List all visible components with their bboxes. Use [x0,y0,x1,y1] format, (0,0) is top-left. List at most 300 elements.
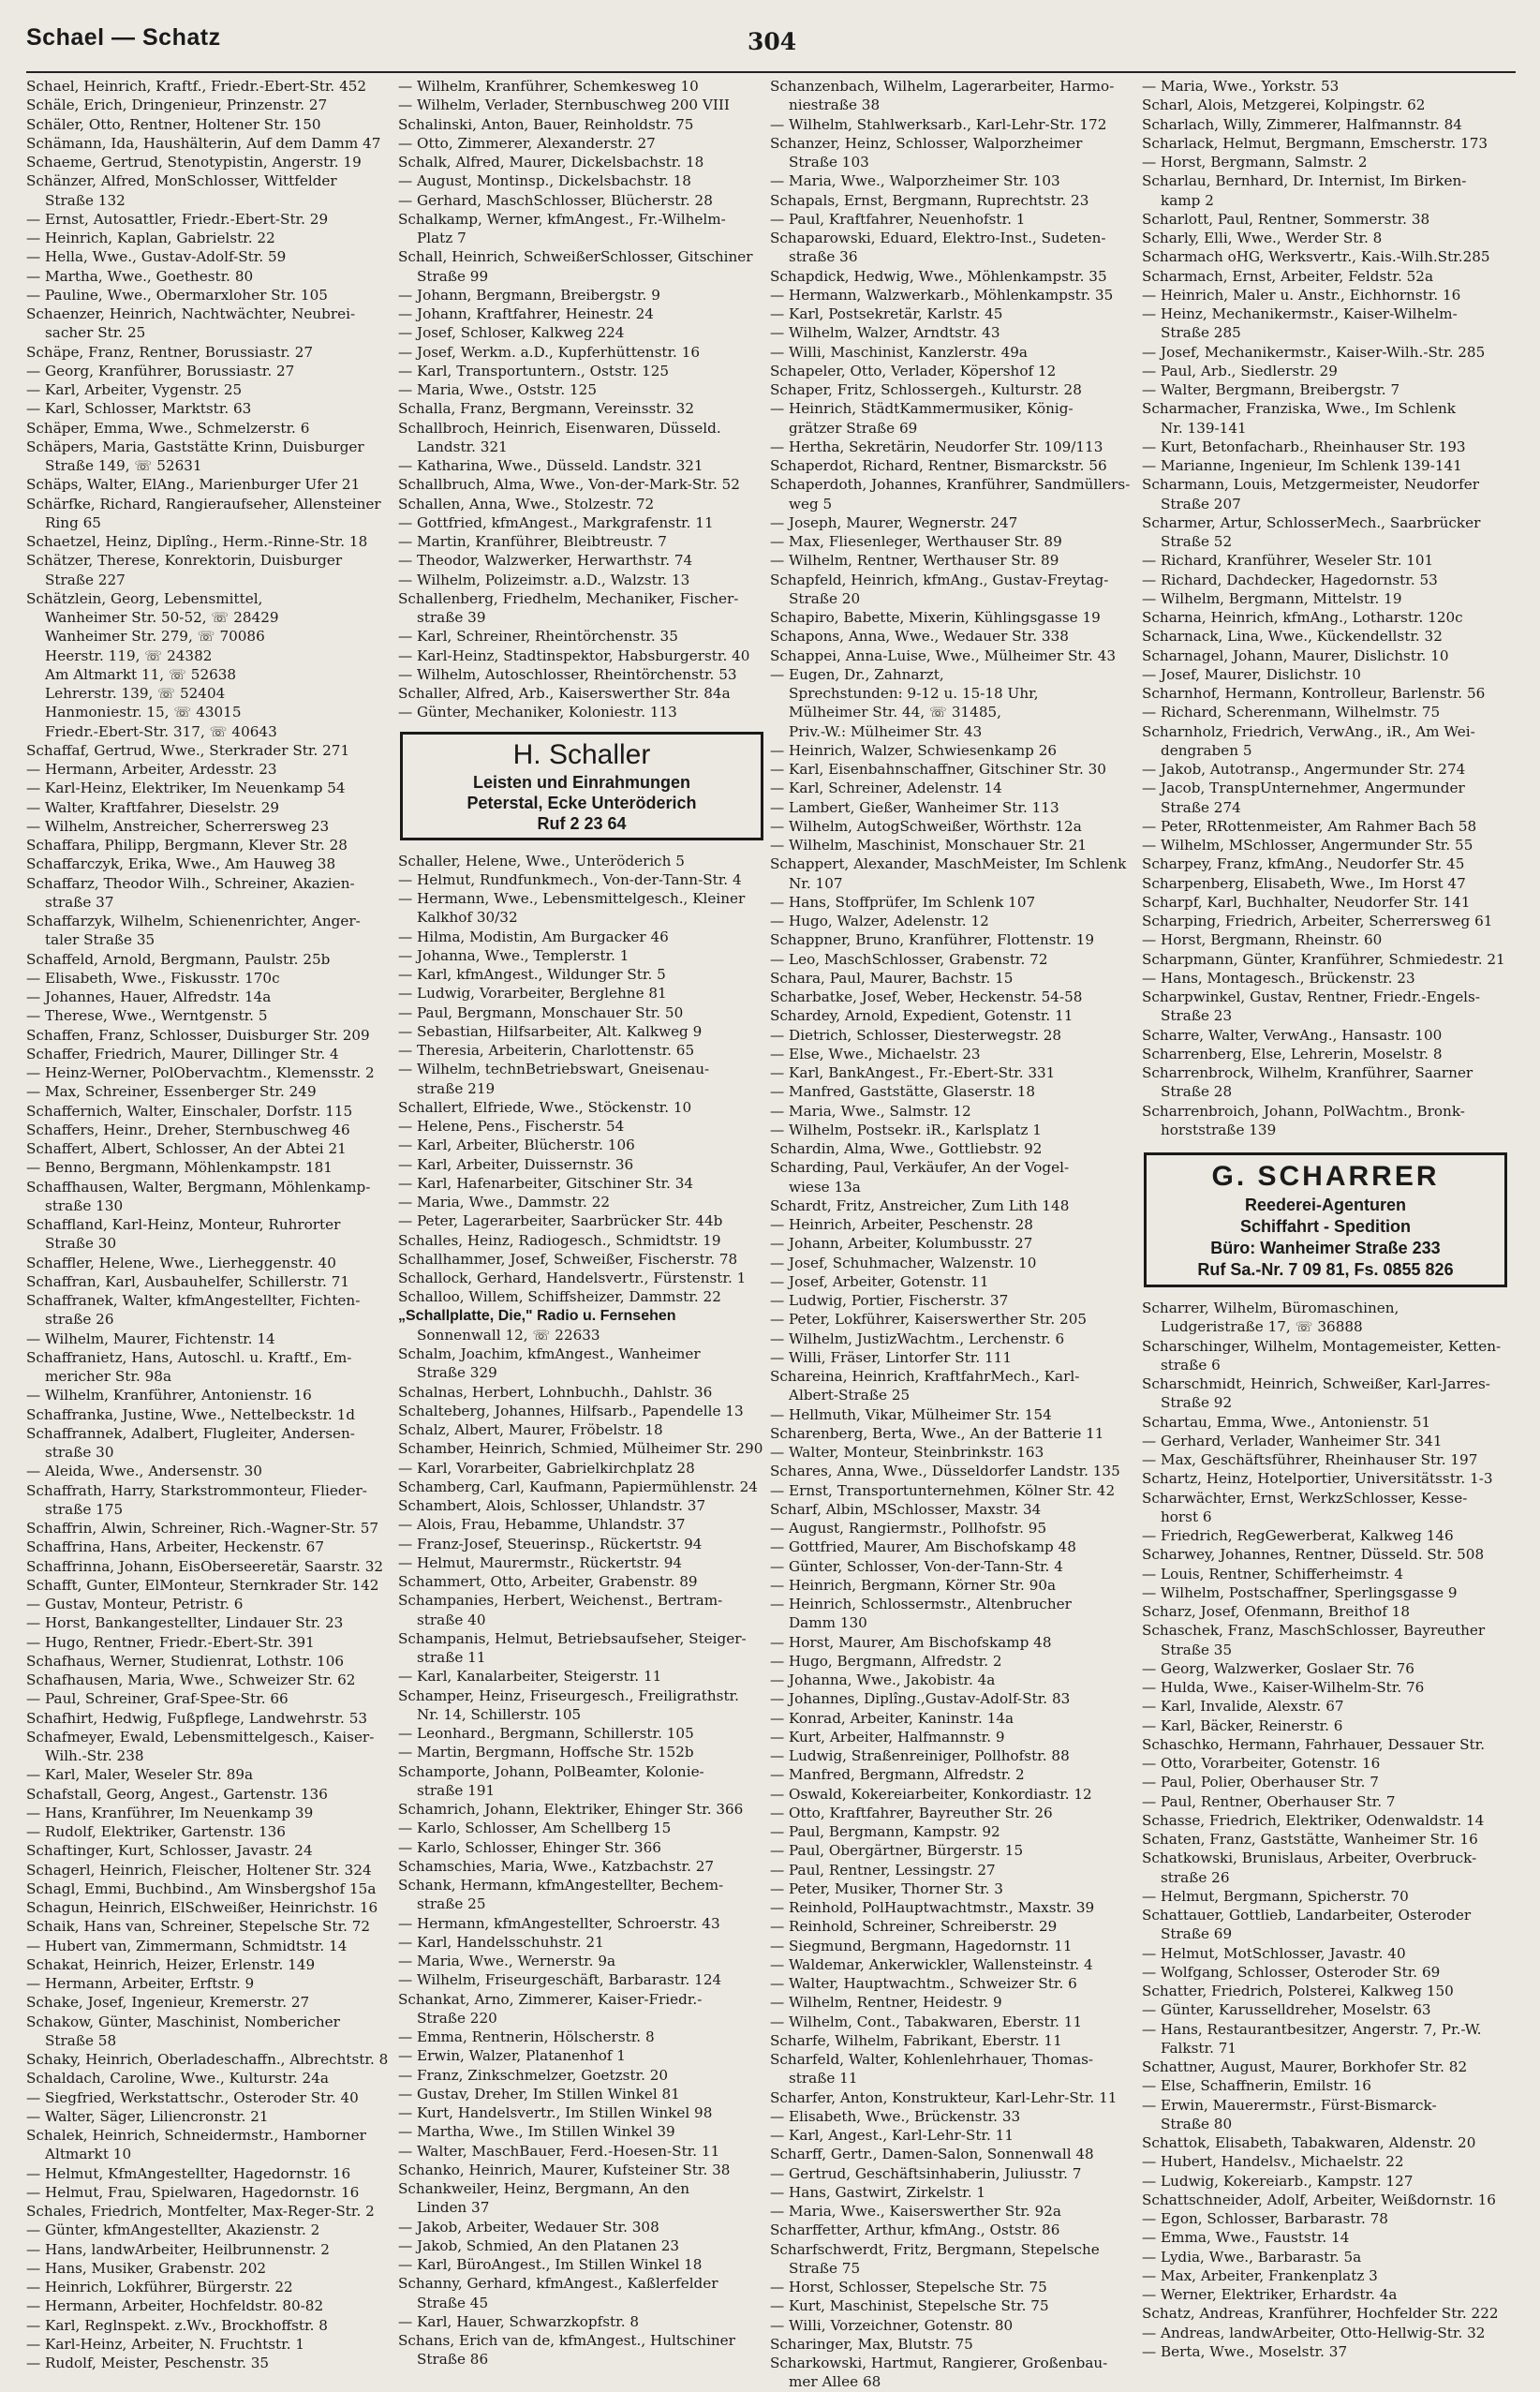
directory-entry: Schaten, Franz, Gaststätte, Wanheimer Str. 16 [1142,1831,1478,1848]
directory-entry: Schatter, Friedrich, Polsterei, Kalkweg 150 [1142,1983,1454,1999]
ad-scharrer-line3: Büro: Wanheimer Straße 233 [1210,1239,1441,1257]
entry-continuation: Kalkhof 30/32 [417,909,518,927]
directory-entry: — Louis, Rentner, Schifferheimstr. 4 [1142,1565,1404,1582]
directory-entry: Scharfeld, Walter, Kohlenlehrhauer, Thomas- [770,2051,1094,2068]
entry-continuation: Straße 285 [1161,324,1241,342]
directory-entry: — Karl-Heinz, Elektriker, Im Neuenkamp 54 [26,780,346,797]
entry-continuation: straße 130 [45,1196,124,1214]
directory-entry: Scharre, Walter, VerwAng., Hansastr. 100 [1142,1026,1443,1044]
directory-entry: Scharpey, Franz, kfmAng., Neudorfer Str. 45 [1142,855,1465,873]
directory-entry: — Karl, Eisenbahnschaffner, Gitschiner Str. 30 [770,761,1106,778]
directory-entry: — Gerhard, Verlader, Wanheimer Str. 341 [1142,1432,1443,1449]
directory-entry: — Hermann, kfmAngestellter, Schroerstr. 43 [398,1914,720,1932]
directory-entry: Schardey, Arnold, Expedient, Gotenstr. 11 [770,1007,1074,1025]
ad-schaller-name: H. Schaller [512,738,651,770]
entry-continuation: weg 5 [789,495,833,513]
entry-continuation: niestraße 38 [789,97,881,114]
directory-entry: — Hugo, Bergmann, Alfredstr. 2 [770,1652,1002,1670]
entry-continuation: Wanheimer Str. 50-52, ☏ 28429 [45,609,279,626]
directory-entry: — Johannes, Diplîng.,Gustav-Adolf-Str. 83 [770,1690,1071,1708]
directory-entry: — Manfred, Gaststätte, Glaserstr. 18 [770,1083,1036,1101]
directory-entry: Schatkowski, Brunislaus, Arbeiter, Overbruck- [1142,1850,1477,1867]
directory-entry: Scharnagel, Johann, Maurer, Dislichstr. 10 [1142,646,1449,664]
directory-entry: — Gertrud, Geschäftsinhaberin, Juliusstr. 7 [770,2164,1082,2182]
directory-entry: Schamberg, Carl, Kaufmann, Papiermühlenstr. 24 [398,1478,758,1495]
directory-entry: — Karl, Schlosser, Marktstr. 63 [26,400,252,418]
directory-entry: — Otto, Vorarbeiter, Gotenstr. 16 [1142,1755,1381,1772]
entry-continuation: Straße 23 [1161,1007,1233,1025]
directory-entry: Scharf, Albin, MSchlosser, Maxstr. 34 [770,1500,1042,1518]
header-rule [26,71,1516,73]
directory-entry: — Wilhelm, Walzer, Arndtstr. 43 [770,324,1000,342]
directory-entry: — Heinz, Mechanikermstr., Kaiser-Wilhelm- [1142,305,1458,322]
directory-entry: Schänzer, Alfred, MonSchlosser, Wittfelder [26,172,337,190]
directory-entry: Schaffrath, Harry, Starkstrommonteur, Flieder- [26,1481,367,1499]
directory-entry: — Karl, Hauer, Schwarzkopfstr. 8 [398,2312,640,2330]
directory-entry: — Ludwig, Portier, Fischerstr. 37 [770,1292,1009,1309]
directory-entry: — Karl, BüroAngest., Im Stillen Winkel 18 [398,2256,703,2273]
directory-entry: — Rudolf, Elektriker, Gartenstr. 136 [26,1823,286,1840]
directory-entry: Schaffranka, Justine, Wwe., Nettelbeckstr. 1d [26,1405,355,1423]
directory-entry: — Paul, Bergmann, Kampstr. 92 [770,1823,1000,1840]
directory-entry: — Hubert, Handelsv., Michaelstr. 22 [1142,2153,1404,2171]
entry-continuation: straße 6 [1161,1356,1221,1374]
directory-entry: Schafhausen, Maria, Wwe., Schweizer Str. 62 [26,1671,356,1688]
entry-continuation: Landstr. 321 [417,438,508,455]
entry-continuation: Straße 103 [789,154,869,171]
directory-column-4 [1142,77,1507,2361]
directory-entry: Scharpf, Karl, Buchhalter, Neudorfer Str. 141 [1142,893,1471,911]
entry-continuation: Straße 274 [1161,798,1241,816]
directory-entry: — Maria, Wwe., Oststr. 125 [398,381,598,398]
directory-entry: — Karl, Arbeiter, Duissernstr. 36 [398,1155,634,1173]
entry-continuation: Ring 65 [45,513,101,531]
directory-entry: — Heinrich, Lokführer, Bürgerstr. 22 [26,2279,293,2295]
directory-entry: Scharschmidt, Heinrich, Schweißer, Karl-Jarres- [1142,1375,1490,1392]
directory-entry: — August, Rangiermstr., Pollhofstr. 95 [770,1520,1047,1537]
directory-entry: — Hermann, Arbeiter, Hochfeldstr. 80-82 [26,2297,324,2315]
ad-scharrer-line1: Reederei-Agenturen [1244,1196,1407,1214]
directory-entry: Schall, Heinrich, SchweißerSchlosser, Gitschiner [398,248,753,266]
directory-entry: — Hans, landwArbeiter, Heilbrunnenstr. 2 [26,2240,330,2258]
directory-entry: — Willi, Maschinist, Kanzlerstr. 49a [770,343,1028,361]
directory-entry: Schallbruch, Alma, Wwe., Von-der-Mark-Str. 52 [398,476,740,494]
directory-entry: Scharlott, Paul, Rentner, Sommerstr. 38 [1142,210,1430,228]
directory-entry: — Gustav, Monteur, Petristr. 6 [26,1596,244,1612]
directory-entry: Scharwey, Johannes, Rentner, Düsseld. Str. 508 [1142,1546,1485,1564]
entry-continuation: Lehrerstr. 139, ☏ 52404 [45,685,226,702]
directory-entry: — Paul, Bergmann, Monschauer Str. 50 [398,1003,684,1021]
entry-continuation: Nr. 139-141 [1161,419,1247,437]
directory-entry: — Maria, Wwe., Kaiserswerther Str. 92a [770,2203,1061,2220]
directory-entry: Schalles, Heinz, Radiogesch., Schmidtstr. 19 [398,1231,721,1249]
directory-entry: — Hans, Stoffprüfer, Im Schlenk 107 [770,893,1036,911]
directory-entry: Scharffetter, Arthur, kfmAng., Oststr. 86 [770,2221,1060,2239]
directory-entry: Schamporte, Johann, PolBeamter, Kolonie- [398,1762,704,1780]
directory-entry: — Alois, Frau, Hebamme, Uhlandstr. 37 [398,1516,686,1534]
directory-entry: — Wolfgang, Schlosser, Osteroder Str. 69 [1142,1963,1441,1981]
directory-entry: — Josef, Schloser, Kalkweg 224 [398,324,625,342]
entry-continuation: straße 39 [417,609,486,626]
directory-entry: — Oswald, Kokereiarbeiter, Konkordiastr. 12 [770,1785,1092,1803]
directory-entry: — Martin, Bergmann, Hoffsche Str. 152b [398,1744,694,1761]
entry-continuation: straße 191 [417,1781,496,1799]
entry-continuation: horst 6 [1161,1508,1212,1525]
directory-entry: Schäpe, Franz, Rentner, Borussiastr. 27 [26,343,314,361]
directory-entry: — Wilhelm, Kranführer, Schemkesweg 10 [398,78,699,95]
directory-entry: — Karl, kfmAngest., Wildunger Str. 5 [398,966,666,983]
directory-entry: Schaschek, Franz, MaschSchlosser, Bayreuther [1142,1622,1486,1640]
directory-entry: — Wilhelm, Rentner, Heidestr. 9 [770,1994,1002,2012]
directory-entry: — Gottfried, Maurer, Am Bischofskamp 48 [770,1538,1076,1556]
directory-column-3 [770,77,1135,2392]
directory-entry: Schapfeld, Heinrich, kfmAng., Gustav-Freytag- [770,571,1109,588]
directory-entry: Schakow, Günter, Maschinist, Nombericher [26,2013,340,2030]
entry-continuation: Priv.-W.: Mülheimer Str. 43 [789,722,983,740]
directory-entry: — Karl, Handelsschuhstr. 21 [398,1933,604,1951]
directory-entry: — Heinrich, Arbeiter, Peschenstr. 28 [770,1216,1033,1233]
directory-entry: — Gottfried, kfmAngest., Markgrafenstr. 11 [398,513,714,531]
directory-entry: Schales, Friedrich, Montfelter, Max-Reger-Str. 2 [26,2203,375,2220]
directory-entry: — Wilhelm, Verlader, Sternbuschweg 200 VIII [398,97,730,114]
directory-entry: Scharmach oHG, Werksvertr., Kais.-Wilh.Str.285 [1142,248,1490,266]
directory-entry: Schareina, Heinrich, KraftfahrMech., Karl- [770,1368,1080,1385]
directory-entry: Schaffran, Karl, Ausbauhelfer, Schillerstr. 71 [26,1272,350,1290]
directory-entry: Schartau, Emma, Wwe., Antonienstr. 51 [1142,1413,1431,1431]
inline-advertisement: „Schallplatte, Die," Radio u. Fernsehen [398,1307,676,1324]
directory-entry: — Richard, Kranführer, Weseler Str. 101 [1142,552,1434,570]
directory-entry: — Kurt, Maschinist, Stepelsche Str. 75 [770,2297,1049,2315]
directory-entry: Scharna, Heinrich, kfmAng., Lotharstr. 120c [1142,609,1463,626]
directory-entry: — Hugo, Walzer, Adelenstr. 12 [770,913,989,929]
directory-entry: — Paul, Rentner, Lessingstr. 27 [770,1861,996,1879]
entry-continuation: kamp 2 [1161,191,1214,209]
directory-entry: Schaffert, Albert, Schlosser, An der Abtei 21 [26,1140,347,1157]
directory-entry: Schallock, Gerhard, Handelsvertr., Fürstenstr. 1 [398,1270,747,1286]
directory-entry: Schartz, Heinz, Hotelportier, Universitätsstr. 1-3 [1142,1470,1493,1488]
directory-entry: Schael, Heinrich, Kraftf., Friedr.-Ebert-Str. 452 [26,78,367,95]
directory-entry: Schaffhausen, Walter, Bergmann, Möhlenkamp- [26,1178,371,1196]
directory-entry: Schampanis, Helmut, Betriebsaufseher, Steiger- [398,1629,747,1647]
entry-continuation: straße 11 [789,2070,858,2087]
entry-continuation: Straße 207 [1161,495,1241,513]
directory-entry: Schaffen, Franz, Schlosser, Duisburger Str. 209 [26,1026,370,1044]
directory-entry: Schätzer, Therese, Konrektorin, Duisburger [26,552,343,570]
directory-entry: Scharlach, Willy, Zimmerer, Halfmannstr. 84 [1142,115,1462,133]
directory-entry: — Manfred, Bergmann, Alfredstr. 2 [770,1766,1025,1784]
directory-entry: Schagun, Heinrich, ElSchweißer, Heinrichstr. 16 [26,1899,378,1916]
directory-entry: — Erwin, Mauerermstr., Fürst-Bismarck- [1142,2096,1437,2114]
directory-entry: — Wilhelm, Maschinist, Monschauer Str. 21 [770,837,1088,854]
directory-entry: — Jakob, Autotransp., Angermunder Str. 274 [1142,761,1466,778]
directory-entry: — Siegfried, Werkstattschr., Osteroder Str. 40 [26,2088,359,2106]
directory-entry: — Emma, Rentnerin, Hölscherstr. 8 [398,2028,655,2045]
directory-entry: — Maria, Wwe., Walporzheimer Str. 103 [770,172,1060,190]
directory-entry: Schalteberg, Johannes, Hilfsarb., Papendelle 13 [398,1402,744,1419]
directory-entry: Schappert, Alexander, MaschMeister, Im Schlenk [770,855,1127,873]
directory-entry: — Therese, Wwe., Werntgenstr. 5 [26,1007,268,1025]
directory-column-1 [26,77,392,2372]
directory-entry: — Horst, Bankangestellter, Lindauer Str. 23 [26,1614,344,1632]
directory-entry: — Karl, Angest., Karl-Lehr-Str. 11 [770,2127,1014,2144]
entry-continuation: straße 30 [45,1444,114,1461]
directory-entry: Schaeme, Gertrud, Stenotypistin, Angerstr. 19 [26,154,362,171]
directory-entry: Schappei, Anna-Luise, Wwe., Mülheimer Str. 43 [770,646,1117,664]
directory-entry: — Ludwig, Straßenreiniger, Pollhofstr. 88 [770,1747,1070,1764]
directory-entry: — Helmut, Maurermstr., Rückertstr. 94 [398,1553,683,1571]
directory-entry: — Hellmuth, Vikar, Mülheimer Str. 154 [770,1405,1052,1423]
entry-continuation: Heerstr. 119, ☏ 24382 [45,646,213,664]
directory-entry: Scharlau, Bernhard, Dr. Internist, Im Birken- [1142,172,1467,190]
directory-entry: — Gustav, Dreher, Im Stillen Winkel 81 [398,2085,680,2102]
directory-entry: — Günter, Karusselldreher, Moselstr. 63 [1142,2001,1431,2019]
directory-entry: — Kurt, Handelsvertr., Im Stillen Winkel 98 [398,2104,713,2121]
directory-entry: Schalla, Franz, Bergmann, Vereinsstr. 32 [398,400,694,418]
entry-continuation: Straße 132 [45,191,126,209]
directory-entry: — Wilhelm, Postschaffner, Sperlingsgasse 9 [1142,1583,1458,1601]
directory-entry: — Hilma, Modistin, Am Burgacker 46 [398,928,669,945]
directory-entry: Schapeler, Otto, Verlader, Köpershof 12 [770,362,1057,379]
directory-entry: — Richard, Dachdecker, Hagedornstr. 53 [1142,571,1438,588]
directory-entry: — Helene, Pens., Fischerstr. 54 [398,1118,625,1135]
entry-continuation: Ludgeristraße 17, ☏ 36888 [1161,1318,1363,1336]
directory-entry: — Walter, Bergmann, Breibergstr. 7 [1142,381,1400,398]
directory-entry: — Walter, Hauptwachtm., Schweizer Str. 6 [770,1975,1077,1992]
directory-entry: Schafft, Gunter, ElMonteur, Sternkrader Str. 142 [26,1576,379,1594]
directory-entry: — Aleida, Wwe., Andersenstr. 30 [26,1463,262,1480]
directory-entry: Schaffara, Philipp, Bergmann, Klever Str. 28 [26,837,348,854]
entry-continuation: Hanmoniestr. 15, ☏ 43015 [45,704,242,721]
directory-entry: — Erwin, Walzer, Platanenhof 1 [398,2047,626,2065]
directory-entry: — Hertha, Sekretärin, Neudorfer Str. 109/113 [770,438,1103,455]
directory-entry: Schaffrin, Alwin, Schreiner, Rich.-Wagner-Str. 57 [26,1520,379,1537]
directory-entry: Schardin, Alma, Wwe., Gottliebstr. 92 [770,1140,1043,1157]
directory-entry: Schapons, Anna, Wwe., Wedauer Str. 338 [770,628,1069,646]
directory-entry: — Heinz-Werner, PolObervachtm., Klemensstr. 2 [26,1064,375,1081]
directory-entry: Scharpwinkel, Gustav, Rentner, Friedr.-Engels- [1142,988,1480,1005]
directory-entry: — Siegmund, Bergmann, Hagedornstr. 11 [770,1937,1073,1954]
directory-entry: Schaetzel, Heinz, Diplîng., Herm.-Rinne-Str. 18 [26,533,368,550]
directory-entry: — Johannes, Hauer, Alfredstr. 14a [26,988,272,1005]
directory-entry: Scharping, Friedrich, Arbeiter, Scherrersweg 61 [1142,913,1493,929]
directory-entry: — Walter, Kraftfahrer, Dieselstr. 29 [26,798,280,816]
directory-entry: — Karl, Kanalarbeiter, Steigerstr. 11 [398,1668,662,1686]
directory-entry: Scharfe, Wilhelm, Fabrikant, Eberstr. 11 [770,2031,1062,2049]
directory-entry: — Elisabeth, Wwe., Brückenstr. 33 [770,2107,1021,2125]
directory-entry: — Hermann, Arbeiter, Erftstr. 9 [26,1975,255,1992]
directory-entry: Scharmach, Ernst, Arbeiter, Feldstr. 52a [1142,267,1434,285]
directory-entry: Schaper, Fritz, Schlossergeh., Kulturstr. 28 [770,381,1082,398]
entry-continuation: Sonnenwall 12, ☏ 22633 [417,1326,600,1344]
directory-entry: — Horst, Maurer, Am Bischofskamp 48 [770,1633,1052,1651]
directory-entry: — Karlo, Schlosser, Ehinger Str. 366 [398,1838,661,1856]
directory-entry: Scharz, Josef, Ofenmann, Breithof 18 [1142,1603,1410,1620]
directory-entry: Scharenberg, Berta, Wwe., An der Batterie 11 [770,1424,1104,1442]
directory-entry: Schattok, Elisabeth, Tabakwaren, Aldenstr. 20 [1142,2134,1476,2151]
directory-entry: Schaffland, Karl-Heinz, Monteur, Ruhrorter [26,1216,341,1233]
directory-entry: — Walter, MaschBauer, Ferd.-Hoesen-Str. 11 [398,2142,720,2160]
directory-entry: — Lydia, Wwe., Barbarastr. 5a [1142,2248,1362,2266]
directory-entry: Schalinski, Anton, Bauer, Reinholdstr. 75 [398,115,694,133]
directory-entry: — Karl, Vorarbeiter, Gabrielkirchplatz 28 [398,1459,695,1477]
directory-entry: Schaffarczyk, Erika, Wwe., Am Hauweg 38 [26,855,336,873]
entry-continuation: Wanheimer Str. 279, ☏ 70086 [45,628,265,646]
directory-entry: Schallert, Elfriede, Wwe., Stöckenstr. 10 [398,1098,692,1116]
directory-entry: — Karl, Maler, Weseler Str. 89a [26,1766,254,1784]
entry-continuation: Platz 7 [417,230,466,246]
directory-entry: — Reinhold, PolHauptwachtmstr., Maxstr. 39 [770,1899,1095,1916]
directory-entry: Scharwächter, Ernst, WerkzSchlosser, Kesse- [1142,1489,1468,1507]
directory-entry: — Wilhelm, AutogSchweißer, Wörthstr. 12a [770,817,1082,835]
directory-entry: — Hubert van, Zimmermann, Schmidtstr. 14 [26,1937,348,1954]
directory-entry: — Hans, Restaurantbesitzer, Angerstr. 7, Pr.-W. [1142,2020,1482,2038]
entry-continuation: straße 40 [417,1611,486,1628]
directory-entry: — Helmut, Rundfunkmech., Von-der-Tann-Str. 4 [398,870,742,888]
directory-entry: — Helmut, MotSchlosser, Javastr. 40 [1142,1944,1406,1962]
directory-entry: — Leonhard., Bergmann, Schillerstr. 105 [398,1725,694,1742]
directory-entry: — Johann, Kraftfahrer, Heinestr. 24 [398,305,654,322]
directory-entry: Scharmann, Louis, Metzgermeister, Neudorfer [1142,476,1480,494]
entry-continuation: Nr. 14, Schillerstr. 105 [417,1705,582,1723]
directory-entry: Scharpenberg, Elisabeth, Wwe., Im Horst 47 [1142,874,1466,892]
directory-entry: Schake, Josef, Ingenieur, Kremerstr. 27 [26,1994,310,2012]
directory-entry: — Wilhelm, Autoschlosser, Rheintörchenstr. 53 [398,665,737,683]
directory-entry: — Maria, Wwe., Dammstr. 22 [398,1194,611,1211]
directory-entry: Schärfke, Richard, Rangieraufseher, Allensteiner [26,495,381,513]
directory-entry: — Heinrich, Kaplan, Gabrielstr. 22 [26,230,275,246]
directory-entry: Schafstall, Georg, Angest., Gartenstr. 136 [26,1785,328,1803]
directory-entry: — Heinrich, StädtKammermusiker, König- [770,400,1074,418]
directory-entry: — Helmut, Bergmann, Spicherstr. 70 [1142,1887,1409,1905]
entry-continuation: Straße 28 [1161,1083,1233,1101]
directory-entry: — Horst, Bergmann, Rheinstr. 60 [1142,931,1383,949]
directory-entry: — Richard, Scherenmann, Wilhelmstr. 75 [1142,704,1441,721]
directory-entry: — Willi, Fräser, Lintorfer Str. 111 [770,1348,1012,1366]
directory-entry: Scharff, Gertr., Damen-Salon, Sonnenwall 48 [770,2146,1094,2163]
directory-entry: — Ludwig, Kokereiarb., Kampstr. 127 [1142,2172,1414,2190]
directory-entry: — Martin, Kranführer, Bleibtreustr. 7 [398,533,667,550]
entry-continuation: horststraße 139 [1161,1121,1277,1138]
directory-entry: Schatz, Andreas, Kranführer, Hochfelder Str. 222 [1142,2305,1499,2323]
directory-entry: — Peter, Musiker, Thorner Str. 3 [770,1879,1003,1897]
directory-entry: — Karl-Heinz, Arbeiter, N. Fruchtstr. 1 [26,2335,305,2353]
directory-entry: — Hans, Montagesch., Brückenstr. 23 [1142,969,1415,987]
ad-schaller-line2: Peterstal, Ecke Unteröderich [466,793,697,812]
entry-continuation: straße 25 [417,1895,486,1913]
directory-entry: — Max, Geschäftsführer, Rheinhauser Str. 197 [1142,1451,1478,1468]
directory-entry: Schattschneider, Adolf, Arbeiter, Weißdornstr. 16 [1142,2191,1496,2208]
entry-continuation: Straße 329 [417,1364,497,1382]
directory-entry: — Georg, Kranführer, Borussiastr. 27 [26,362,295,379]
directory-entry: — Wilhelm, Maurer, Fichtenstr. 14 [26,1330,275,1347]
directory-entry: Schaky, Heinrich, Oberladeschaffn., Albrechtstr. 8 [26,2051,389,2068]
entry-continuation: Straße 20 [789,589,861,607]
directory-entry: Schaffarzyk, Wilhelm, Schienenrichter, Anger- [26,913,361,929]
directory-entry: — Günter, Schlosser, Von-der-Tann-Str. 4 [770,1557,1063,1575]
directory-entry: — Emma, Wwe., Fauststr. 14 [1142,2229,1350,2247]
directory-entry: Schardt, Fritz, Anstreicher, Zum Lith 148 [770,1196,1070,1214]
directory-entry: — Karl, Schreiner, Adelenstr. 14 [770,780,1002,797]
directory-entry: — Dietrich, Schlosser, Diesterwegstr. 28 [770,1026,1062,1044]
directory-entry: Scharrer, Wilhelm, Büromaschinen, [1142,1300,1399,1316]
directory-entry: — Hermann, Arbeiter, Ardesstr. 23 [26,761,277,778]
directory-entry: — Günter, Mechaniker, Koloniestr. 113 [398,704,677,721]
directory-entry: — Hans, Gastwirt, Zirkelstr. 1 [770,2183,986,2201]
directory-entry: — Max, Fliesenleger, Werthauser Str. 89 [770,533,1062,550]
entry-continuation: Straße 35 [1161,1641,1233,1658]
directory-entry: Schaffers, Heinr., Dreher, Sternbuschweg 46 [26,1121,350,1138]
directory-entry: Schapiro, Babette, Mixerin, Kühlingsgasse 19 [770,609,1101,626]
directory-entry: Scharschinger, Wilhelm, Montagemeister, Ketten- [1142,1337,1502,1355]
directory-entry: — Josef, Mechanikermstr., Kaiser-Wilh.-Str. 285 [1142,343,1486,361]
entry-continuation: Sprechstunden: 9-12 u. 15-18 Uhr, [789,685,1039,702]
running-head: Schael — Schatz [26,24,221,51]
ad-scharrer-line4: Ruf Sa.-Nr. 7 09 81, Fs. 0855 826 [1197,1260,1454,1279]
directory-entry: — Wilhelm, MSchlosser, Angermunder Str. 55 [1142,837,1473,854]
entry-continuation: Straße 80 [1161,2115,1233,2132]
directory-entry: — Lambert, Gießer, Wanheimer Str. 113 [770,798,1059,816]
directory-entry: — Heinrich, Maler u. Anstr., Eichhornstr. 16 [1142,286,1461,304]
directory-entry: — Wilhelm, Postsekr. iR., Karlsplatz 1 [770,1121,1042,1138]
directory-entry: Schämann, Ida, Haushälterin, Auf dem Damm 47 [26,134,381,152]
directory-entry: — Wilhelm, JustizWachtm., Lerchenstr. 6 [770,1330,1065,1347]
directory-entry: — Josef, Werkm. a.D., Kupferhüttenstr. 16 [398,343,701,361]
directory-entry: — Else, Wwe., Michaelstr. 23 [770,1045,981,1062]
directory-entry: Scharmacher, Franziska, Wwe., Im Schlenk [1142,400,1457,418]
directory-entry: Schätzlein, Georg, Lebensmittel, [26,589,263,607]
directory-entry: — Peter, RRottenmeister, Am Rahmer Bach 58 [1142,817,1477,835]
directory-entry: Schaffrinna, Johann, EisOberseeretär, Saarstr. 32 [26,1557,384,1575]
directory-entry: — Max, Arbeiter, Frankenplatz 3 [1142,2266,1378,2284]
directory-entry: — Franz, Zinkschmelzer, Goetzstr. 20 [398,2066,669,2084]
directory-entry: — Peter, Lagerarbeiter, Saarbrücker Str. 44b [398,1212,723,1230]
directory-column-2 [398,77,763,2370]
directory-entry: Schallhammer, Josef, Schweißer, Fischerstr. 78 [398,1250,738,1268]
entry-continuation: Nr. 107 [789,874,843,892]
directory-entry: — Paul, Rentner, Oberhauser Str. 7 [1142,1792,1396,1810]
directory-entry: — Hans, Musiker, Grabenstr. 202 [26,2259,267,2277]
page-header [26,21,1516,58]
entry-continuation: straße 26 [1161,1868,1230,1886]
directory-entry: Schaffeld, Arnold, Bergmann, Paulstr. 25b [26,950,331,968]
directory-entry: — Wilhelm, Rentner, Werthauser Str. 89 [770,552,1059,570]
directory-entry: — Georg, Walzwerker, Goslaer Str. 76 [1142,1659,1414,1677]
entry-continuation: straße 11 [417,1649,486,1666]
directory-entry: Schamper, Heinz, Friseurgesch., Freiligrathstr. [398,1686,739,1704]
directory-entry: — Wilhelm, Bergmann, Mittelstr. 19 [1142,589,1402,607]
entry-continuation: Straße 86 [417,2351,489,2369]
directory-entry: — Max, Schreiner, Essenberger Str. 249 [26,1083,317,1101]
entry-continuation: grätzer Straße 69 [789,419,918,437]
directory-entry: — Karl, Arbeiter, Blücherstr. 106 [398,1137,635,1154]
directory-entry: Schallen, Anna, Wwe., Stolzestr. 72 [398,495,655,513]
directory-entry: Scharding, Paul, Verkäufer, An der Vogel- [770,1159,1070,1177]
ad-scharrer-line2: Schiffahrt - Spedition [1240,1217,1411,1236]
directory-entry: Schalm, Joachim, kfmAngest., Wanheimer [398,1345,701,1362]
directory-entry: Schappner, Bruno, Kranführer, Flottenstr. 19 [770,931,1095,949]
directory-entry: Schäler, Otto, Rentner, Holtener Str. 150 [26,115,321,133]
entry-continuation: mer Allee 68 [789,2373,881,2391]
entry-continuation: Albert-Straße 25 [789,1387,911,1404]
directory-entry: Schattauer, Gottlieb, Landarbeiter, Osteroder [1142,1907,1472,1924]
directory-entry: Schagerl, Heinrich, Fleischer, Holtener Str. 324 [26,1861,372,1879]
directory-entry: — Berta, Wwe., Moselstr. 37 [1142,2342,1348,2360]
directory-entry: Scharkowski, Hartmut, Rangierer, Großenbau- [770,2355,1108,2371]
directory-entry: Schafhirt, Hedwig, Fußpflege, Landwehrstr. 53 [26,1709,368,1727]
directory-entry: — Johanna, Wwe., Jakobistr. 4a [770,1671,996,1688]
directory-entry: — Karl, Transportuntern., Oststr. 125 [398,362,670,379]
directory-entry: — Wilhelm, Anstreicher, Scherrersweg 23 [26,817,330,835]
